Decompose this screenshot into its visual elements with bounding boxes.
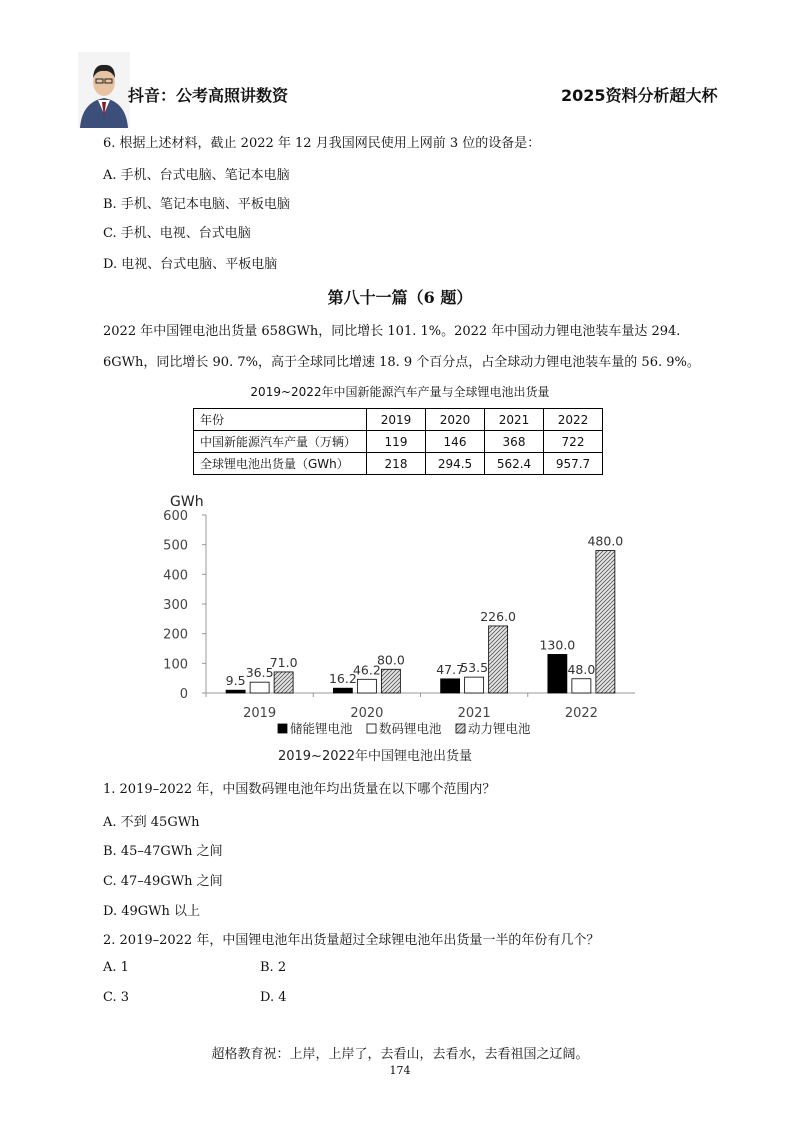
bar-power: [596, 551, 615, 693]
data-label: 47.7: [436, 661, 465, 677]
q1-option-a: A. 不到 45GWh: [103, 815, 200, 830]
table-cell: 146: [426, 431, 485, 453]
passage-content: 2022 年中国锂电池出货量 658GWh，同比增长 101. 1%。2022 年中国动力锂电池装车量达 294. 6GWh，同比增长 90. 7%，高于全球同比增速 18. 9 个百分点，占全球动力锂电池装车量的 56. 9%。: [103, 324, 700, 370]
bar-digital: [572, 679, 591, 693]
footer-slogan: 超格教育祝：上岸，上岸了，去看山，去看水，去看祖国之辽阔。: [211, 1047, 589, 1062]
legend-label: 动力锂电池: [468, 721, 531, 736]
table-cell: 294.5: [426, 453, 485, 475]
table-cell: 119: [367, 431, 426, 453]
bar-chart: [150, 488, 650, 768]
y-tick-label: 200: [163, 627, 188, 643]
bar-storage: [226, 690, 245, 693]
page-number: 174: [389, 1064, 411, 1077]
table-row: [194, 431, 603, 453]
data-label: 130.0: [539, 637, 576, 653]
bar-storage: [441, 679, 460, 693]
table-cell: 中国新能源汽车产量（万辆）: [194, 431, 367, 453]
author-avatar: [78, 52, 130, 128]
data-label: 16.2: [328, 671, 357, 687]
bar-power: [489, 626, 508, 693]
data-label: 226.0: [480, 608, 517, 624]
table-cell: 全球锂电池出货量（GWh）: [194, 453, 367, 475]
table-header-cell: 2019: [367, 409, 426, 431]
bar-power: [274, 672, 293, 693]
q2-stem: 2. 2019–2022 年，中国锂电池年出货量超过全球锂电池年出货量一半的年份有几个？: [103, 933, 600, 948]
table-cell: 957.7: [544, 453, 603, 475]
table-header-row: [194, 409, 603, 431]
table-cell: 722: [544, 431, 603, 453]
section-title: 第八十一篇（6 题）: [327, 288, 473, 307]
data-label: 71.0: [269, 654, 298, 670]
data-label: 48.0: [567, 661, 596, 677]
legend-swatch: [278, 724, 287, 733]
q2-option-c: C. 3: [103, 990, 130, 1005]
legend-label: 储能锂电池: [290, 721, 353, 736]
q2-option-b: B. 2: [260, 960, 287, 975]
bar-digital: [357, 679, 376, 693]
header-right-text: 2025资料分析超大杯: [561, 86, 718, 105]
table-header-cell: 2021: [485, 409, 544, 431]
q1-stem: 1. 2019–2022 年，中国数码锂电池年均出货量在以下哪个范围内？: [103, 782, 496, 797]
bar-digital: [250, 682, 269, 693]
data-label: 480.0: [587, 533, 624, 549]
q1-option-c: C. 47–49GWh 之间: [103, 874, 223, 889]
table-cell: 562.4: [485, 453, 544, 475]
y-tick-label: 400: [163, 568, 188, 584]
y-tick-label: 500: [163, 538, 188, 554]
passage-text: [103, 316, 715, 378]
y-tick-label: 300: [163, 598, 188, 613]
table-header-cell: 年份: [194, 409, 367, 431]
bar-digital: [465, 677, 484, 693]
data-table: [193, 408, 603, 475]
bar-power: [381, 669, 400, 693]
legend-swatch: [367, 724, 376, 733]
data-label: 53.5: [460, 660, 489, 676]
avatar-image: [78, 52, 130, 128]
table-title: 2019~2022年中国新能源汽车产量与全球锂电池出货量: [250, 385, 550, 399]
q1-option-b: B. 45–47GWh 之间: [103, 844, 223, 859]
chart-title: 2019~2022年中国锂电池出货量: [277, 749, 473, 764]
table-row: [194, 453, 603, 475]
table-cell: 218: [367, 453, 426, 475]
bar-storage: [333, 688, 352, 693]
x-tick-label: 2021: [457, 706, 491, 721]
y-axis-unit-label: GWh: [170, 494, 204, 510]
table-cell: 368: [485, 431, 544, 453]
data-label: 9.5: [225, 673, 246, 689]
q2-option-d: D. 4: [260, 990, 287, 1005]
header-left-text: 抖音：公考高照讲数资: [128, 86, 289, 105]
x-tick-label: 2019: [243, 706, 277, 721]
q6-stem: 6. 根据上述材料，截止 2022 年 12 月我国网民使用上网前 3 位的设备是：: [103, 136, 541, 151]
q6-option-c: C. 手机、电视、台式电脑: [103, 226, 251, 241]
legend-label: 数码锂电池: [379, 721, 442, 736]
q6-option-d: D. 电视、台式电脑、平板电脑: [103, 257, 278, 272]
data-label: 46.2: [352, 662, 381, 678]
y-tick-label: 600: [163, 509, 188, 524]
q2-option-a: A. 1: [103, 960, 129, 975]
bar-storage: [548, 654, 567, 693]
data-label: 80.0: [376, 652, 405, 668]
q6-option-b: B. 手机、笔记本电脑、平板电脑: [103, 197, 290, 212]
x-tick-label: 2020: [350, 706, 384, 721]
table-header-cell: 2022: [544, 409, 603, 431]
y-tick-label: 0: [179, 687, 188, 702]
y-tick-label: 100: [163, 657, 188, 673]
x-tick-label: 2022: [564, 706, 598, 721]
table-header-cell: 2020: [426, 409, 485, 431]
q1-option-d: D. 49GWh 以上: [103, 904, 201, 919]
legend-swatch: [456, 724, 465, 733]
data-label: 36.5: [245, 665, 274, 681]
q6-option-a: A. 手机、台式电脑、笔记本电脑: [103, 168, 290, 183]
